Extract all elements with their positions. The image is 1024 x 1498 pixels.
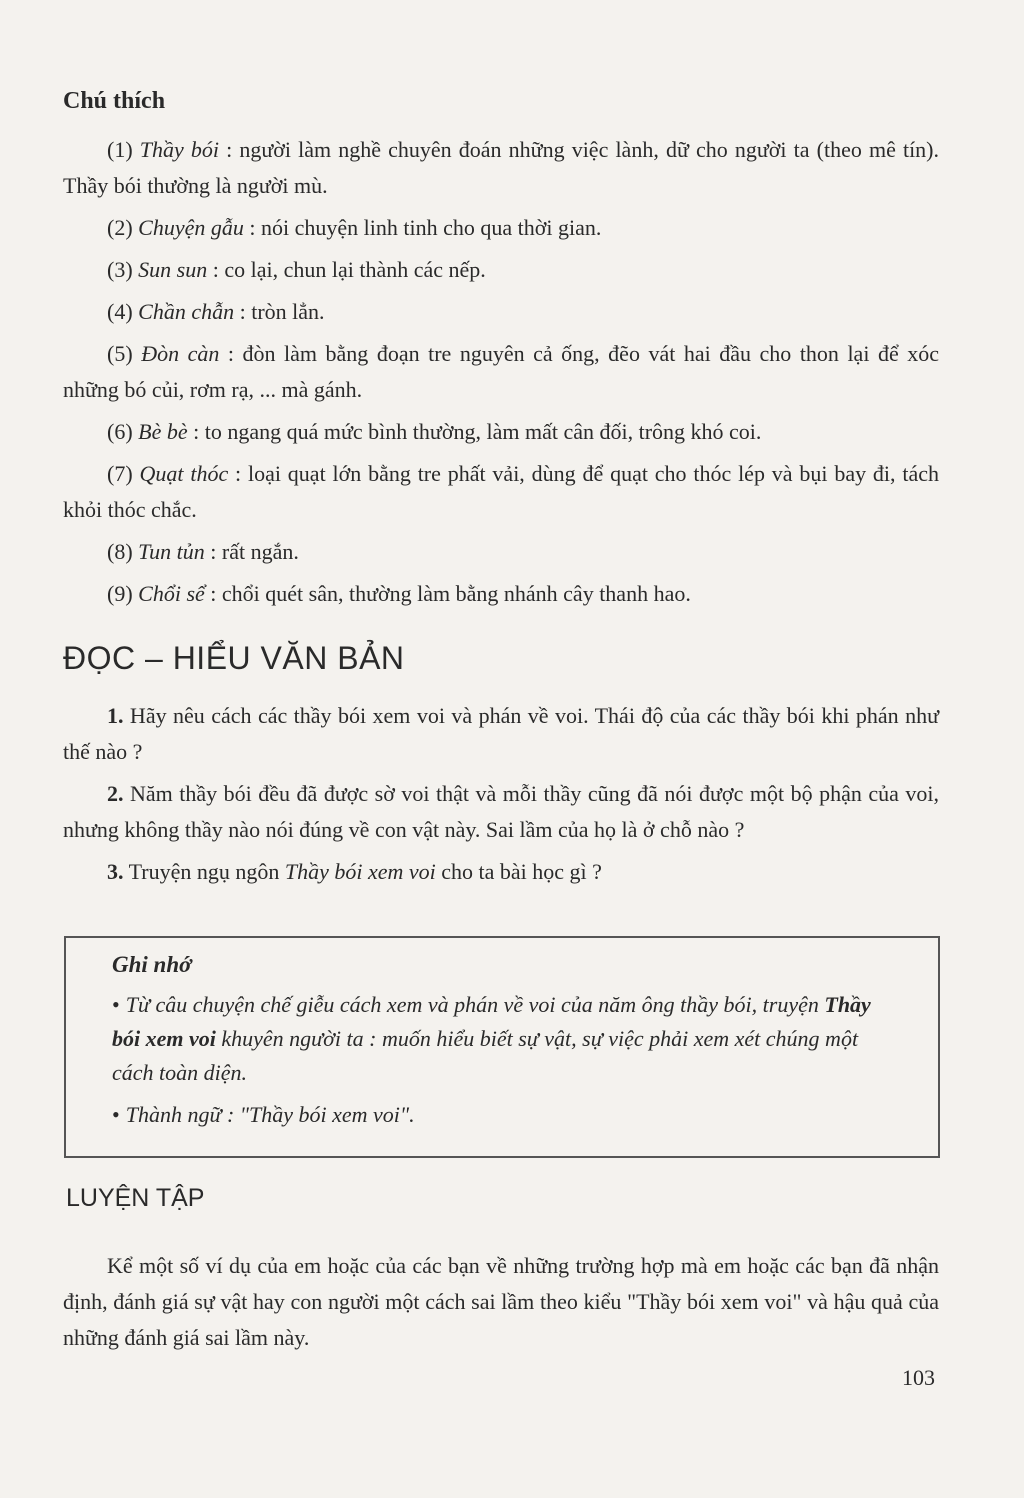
note-term: Tun tủn [138,539,205,564]
bullet-icon: • [112,992,120,1017]
question-text: Năm thầy bói đều đã được sờ voi thật và mỗi thầy cũng đã nói được một bộ phận của voi, nhưng không thầy nào nói đúng về con vật này. Sai lầm của họ là ở chỗ nào ? [63,781,939,842]
memo-text: Thành ngữ : "Thầy bói xem voi". [125,1102,415,1127]
memo-item [112,1098,898,1132]
note-number: (1) [107,137,133,162]
note-number: (7) [107,461,133,486]
note-number: (2) [107,215,133,240]
note-term: Sun sun [138,257,208,282]
note-number: (3) [107,257,133,282]
memo-box [64,936,940,1158]
note-term: Thầy bói [139,137,220,162]
memo-item [112,988,898,1090]
memo-text: khuyên người ta : muốn hiểu biết sự vật, sự việc phải xem xét chúng một cách toàn diện. [112,1026,859,1085]
note-number: (5) [107,341,133,366]
note-number: (6) [107,419,133,444]
note-number: (9) [107,581,133,606]
note-item [63,336,939,408]
practice-section-title: LUYỆN TẬP [66,1184,205,1212]
question-3 [63,854,939,890]
note-item [63,252,939,288]
practice-text: Kể một số ví dụ của em hoặc của các bạn về những trường hợp mà em hoặc các bạn đã nhận định, đánh giá sự vật hay con người một cách sai lầm theo kiểu "Thầy bói xem voi" và hậu quả của những đánh giá sai lầm này. [63,1253,939,1350]
note-item [63,132,939,204]
note-definition: : chổi quét sân, thường làm bằng nhánh cây thanh hao. [204,581,691,606]
note-term: Quạt thóc [139,461,229,486]
note-term: Bè bè [138,419,188,444]
note-definition: : loại quạt lớn bằng tre phất vải, dùng để quạt cho thóc lép và bụi bay đi, tách khỏi thóc chắc. [63,461,939,522]
note-number: (4) [107,299,133,324]
question-text: cho ta bài học gì ? [435,859,602,884]
notes-list [63,132,939,618]
note-item [63,210,939,246]
note-term: Đòn càn [141,341,220,366]
note-definition: : co lại, chun lại thành các nếp. [207,257,486,282]
bullet-icon: • [112,1102,120,1127]
question-number: 1. [107,703,124,728]
note-definition: : người làm nghề chuyên đoán những việc lành, dữ cho người ta (theo mê tín). Thầy bói thường là người mù. [63,137,940,198]
note-item [63,576,939,612]
page-number: 103 [902,1365,935,1390]
notes-heading: Chú thích [63,88,166,114]
reading-section-title: ĐỌC – HIỂU VĂN BẢN [63,640,405,676]
question-1 [63,698,939,770]
note-number: (8) [107,539,133,564]
note-definition: : to ngang quá mức bình thường, làm mất cân đối, trông khó coi. [187,419,762,444]
questions-list [63,698,939,896]
memo-text: Từ câu chuyện chế giễu cách xem và phán về voi của năm ông thầy bói, truyện [125,992,825,1017]
note-term: Chuyện gẫu [138,215,244,240]
note-definition: : đòn làm bằng đoạn tre nguyên cả ống, đẽo vát hai đầu cho thon lại để xóc những bó củi, rơm rạ, ... mà gánh. [63,341,940,402]
note-item [63,456,939,528]
note-item [63,414,939,450]
note-definition: : nói chuyện linh tinh cho qua thời gian. [243,215,602,240]
memo-story-title: Thầy bói xem voi [112,992,871,1051]
story-title: Thầy bói xem voi [284,859,436,884]
note-definition: : tròn lẳn. [234,299,325,324]
note-item [63,294,939,330]
note-term: Chổi sể [138,581,205,606]
note-definition: : rất ngắn. [204,539,299,564]
memo-title: Ghi nhớ [112,952,192,977]
question-number: 2. [107,781,124,806]
question-2 [63,776,939,848]
question-text: Truyện ngụ ngôn [123,859,285,884]
question-number: 3. [107,859,124,884]
note-term: Chần chẫn [138,299,235,324]
note-item [63,534,939,570]
question-text: Hãy nêu cách các thầy bói xem voi và phán về voi. Thái độ của các thầy bói khi phán như thế nào ? [63,703,939,764]
